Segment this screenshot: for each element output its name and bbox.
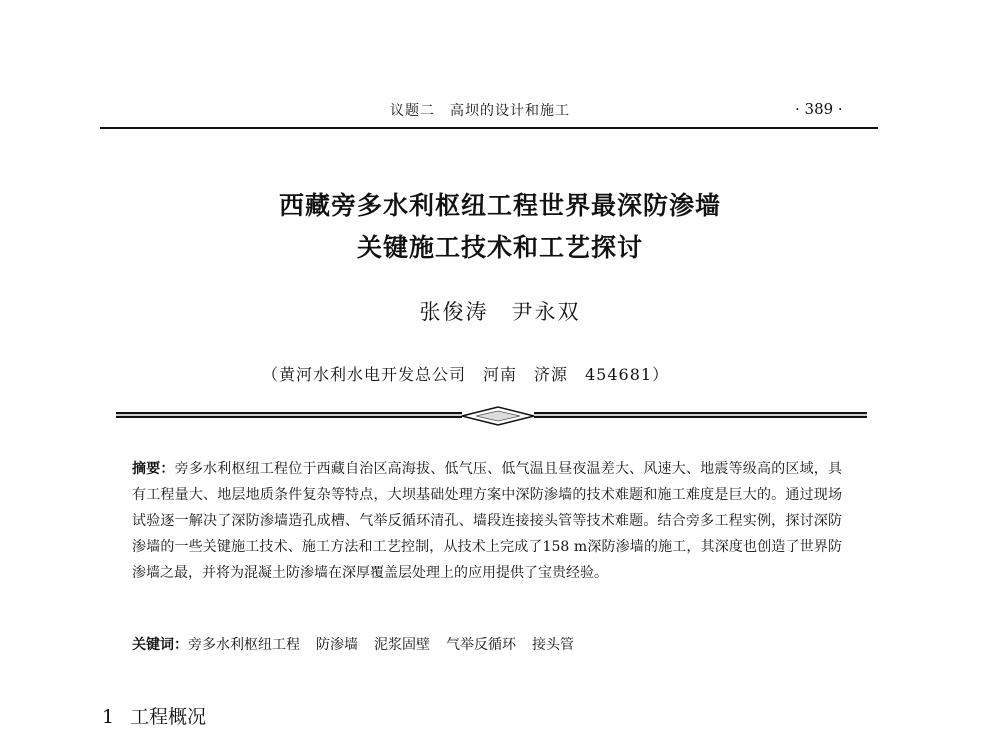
keyword: 气举反循环 (446, 637, 516, 653)
divider-left-bar (116, 412, 462, 418)
affiliation: （黄河水利水电开发总公司 河南 济源 454681） (262, 365, 670, 384)
authors: 张俊涛 尹永双 (419, 300, 581, 324)
divider-right-bar (534, 412, 867, 418)
divider-diamond-icon (460, 405, 536, 427)
keyword: 旁多水利枢纽工程 (188, 637, 300, 653)
section-number: 1 (102, 706, 115, 728)
keywords (132, 632, 852, 658)
keywords-label: 关键词： (132, 637, 188, 653)
header-rule (100, 127, 878, 129)
keyword: 泥浆固壁 (374, 637, 430, 653)
section-heading (102, 702, 206, 729)
abstract (132, 456, 842, 586)
abstract-label: 摘要： (132, 461, 175, 477)
paper-title-line-1: 西藏旁多水利枢纽工程世界最深防渗墙 (278, 191, 721, 220)
paper-title-line-2: 关键施工技术和工艺探讨 (356, 233, 643, 262)
keyword: 防渗墙 (316, 637, 358, 653)
section-title: 工程概况 (130, 706, 207, 728)
keyword: 接头管 (532, 637, 574, 653)
page-number: · 389 · (795, 100, 843, 118)
running-title: 议题二 高坝的设计和施工 (390, 103, 570, 119)
abstract-text: 旁多水利枢纽工程位于西藏自治区高海拔、低气压、低气温且昼夜温差大、风速大、地震等级高的区域，具有工程量大、地层地质条件复杂等特点，大坝基础处理方案中深防渗墙的技术难题和施工难度是巨大的。通过现场试验逐一解决了深防渗墙造孔成槽、气举反循环清孔、墙段连接接头管等技术难题。结合旁多工程实例，探讨深防渗墙的一些关键施工技术、施工方法和工艺控制，从技术上完成了158 m深防渗墙的施工，其深度也创造了世界防渗墙之最，并将为混凝土防渗墙在深厚覆盖层处理上的应用提供了宝贵经验。 (132, 461, 843, 581)
